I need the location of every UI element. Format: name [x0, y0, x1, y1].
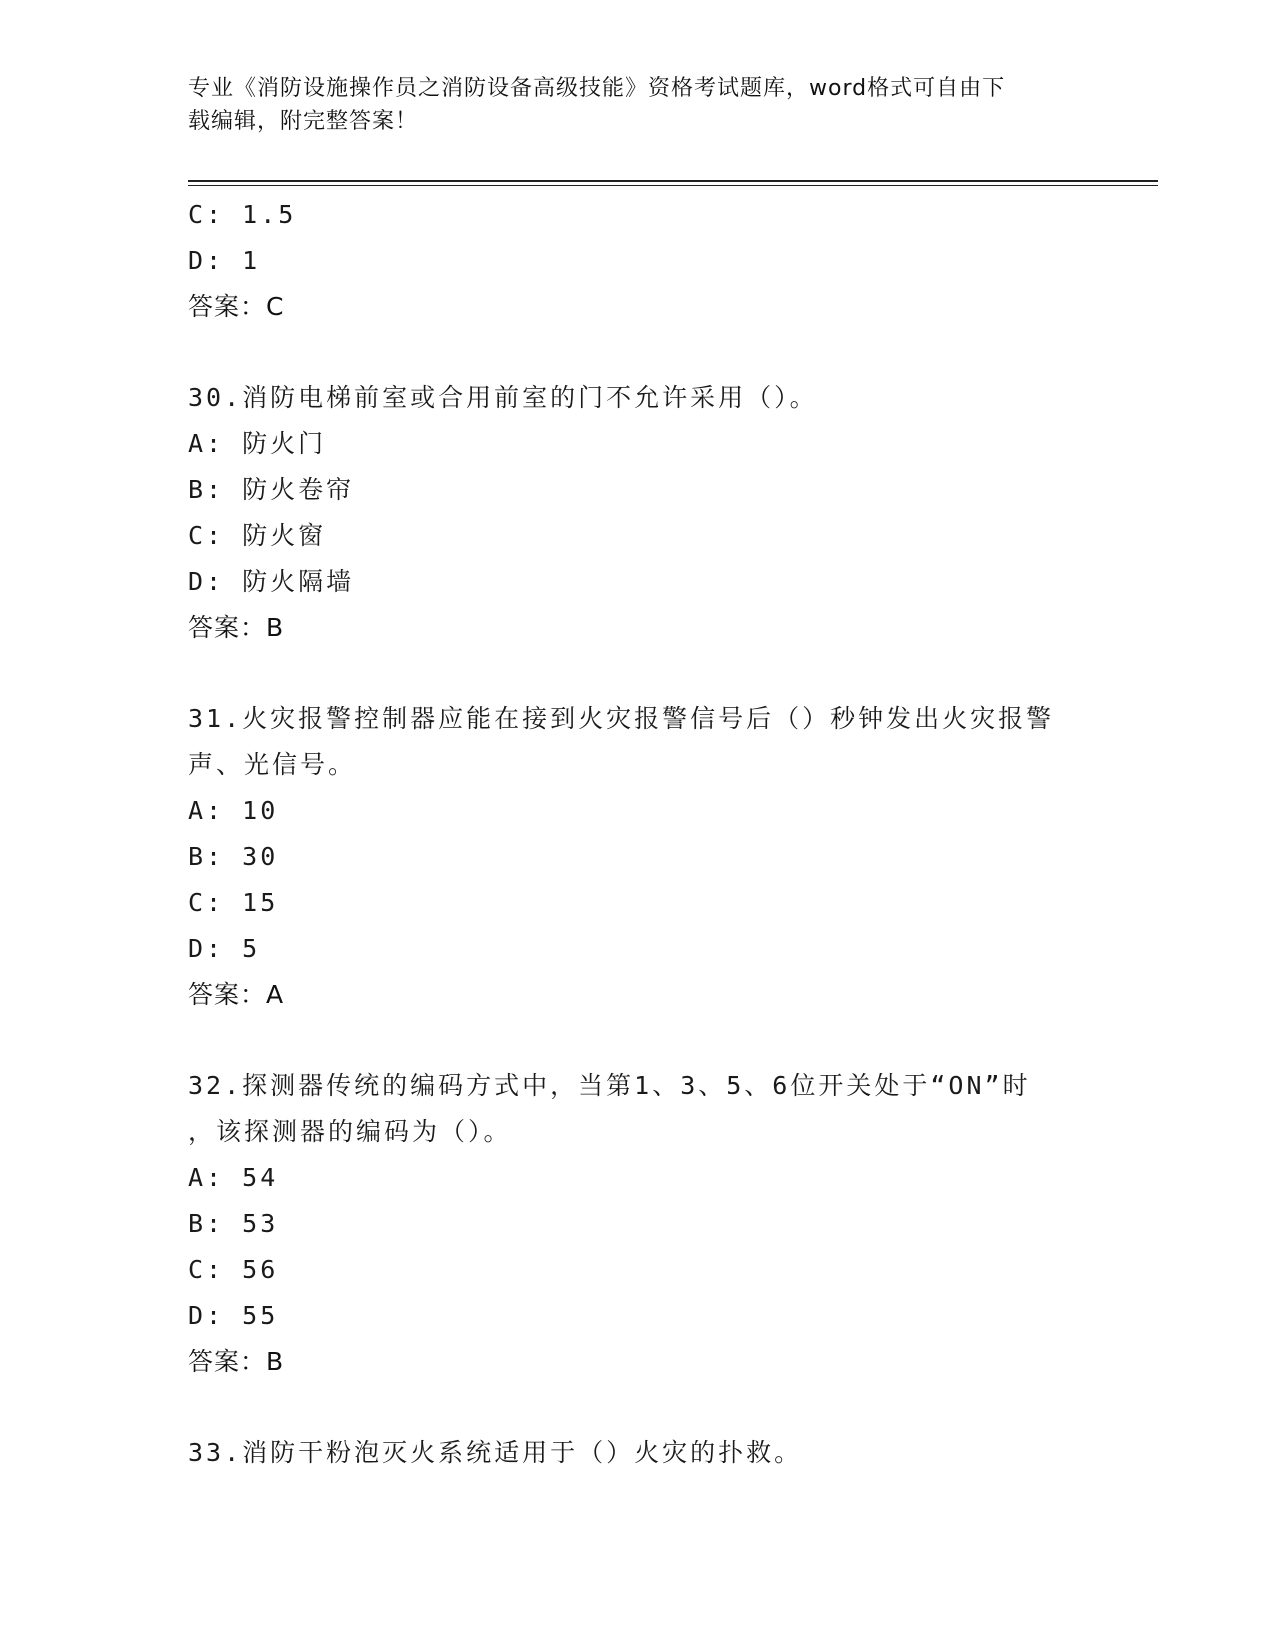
option-a: A: 10	[188, 796, 279, 825]
option-d: D: 5	[188, 934, 261, 963]
option-c: C: 56	[188, 1255, 279, 1284]
answer: 答案：B	[188, 613, 285, 642]
option-d: D: 1	[188, 246, 261, 275]
question-text: 30.消防电梯前室或合用前室的门不允许采用（）。	[188, 383, 818, 412]
option-b: B: 30	[188, 842, 279, 871]
question-30	[188, 375, 1088, 651]
option-a: A: 防火门	[188, 429, 327, 458]
question-text-cont: ，该探测器的编码为（）。	[188, 1117, 512, 1146]
option-c: C: 防火窗	[188, 521, 327, 550]
question-text: 31.火灾报警控制器应能在接到火灾报警信号后（）秒钟发出火灾报警	[188, 704, 1055, 733]
answer: 答案：A	[188, 980, 285, 1009]
question-text: 33.消防干粉泡灭火系统适用于（）火灾的扑救。	[188, 1438, 803, 1467]
option-b: B: 防火卷帘	[188, 475, 355, 504]
question-list	[188, 192, 1088, 1476]
option-d: D: 55	[188, 1301, 279, 1330]
header-divider-thin	[188, 185, 1158, 186]
question-text: 32.探测器传统的编码方式中，当第1、3、5、6位开关处于“ON”时	[188, 1071, 1031, 1100]
question-text-cont: 声、光信号。	[188, 750, 357, 779]
option-c: C: 15	[188, 888, 279, 917]
answer: 答案：B	[188, 1347, 285, 1376]
question-32	[188, 1063, 1088, 1385]
option-a: A: 54	[188, 1163, 279, 1192]
header-line-2: 载编辑，附完整答案！	[188, 109, 419, 134]
option-c: C: 1.5	[188, 200, 297, 229]
answer: 答案：C	[188, 292, 285, 321]
question-31	[188, 696, 1088, 1018]
question-33	[188, 1430, 1088, 1476]
option-d: D: 防火隔墙	[188, 567, 355, 596]
option-b: B: 53	[188, 1209, 279, 1238]
document-header	[188, 72, 1078, 138]
header-line-1: 专业《消防设施操作员之消防设备高级技能》资格考试题库，word格式可自由下	[188, 76, 1006, 101]
question-29-tail	[188, 192, 1088, 330]
header-divider-thick	[188, 180, 1158, 182]
